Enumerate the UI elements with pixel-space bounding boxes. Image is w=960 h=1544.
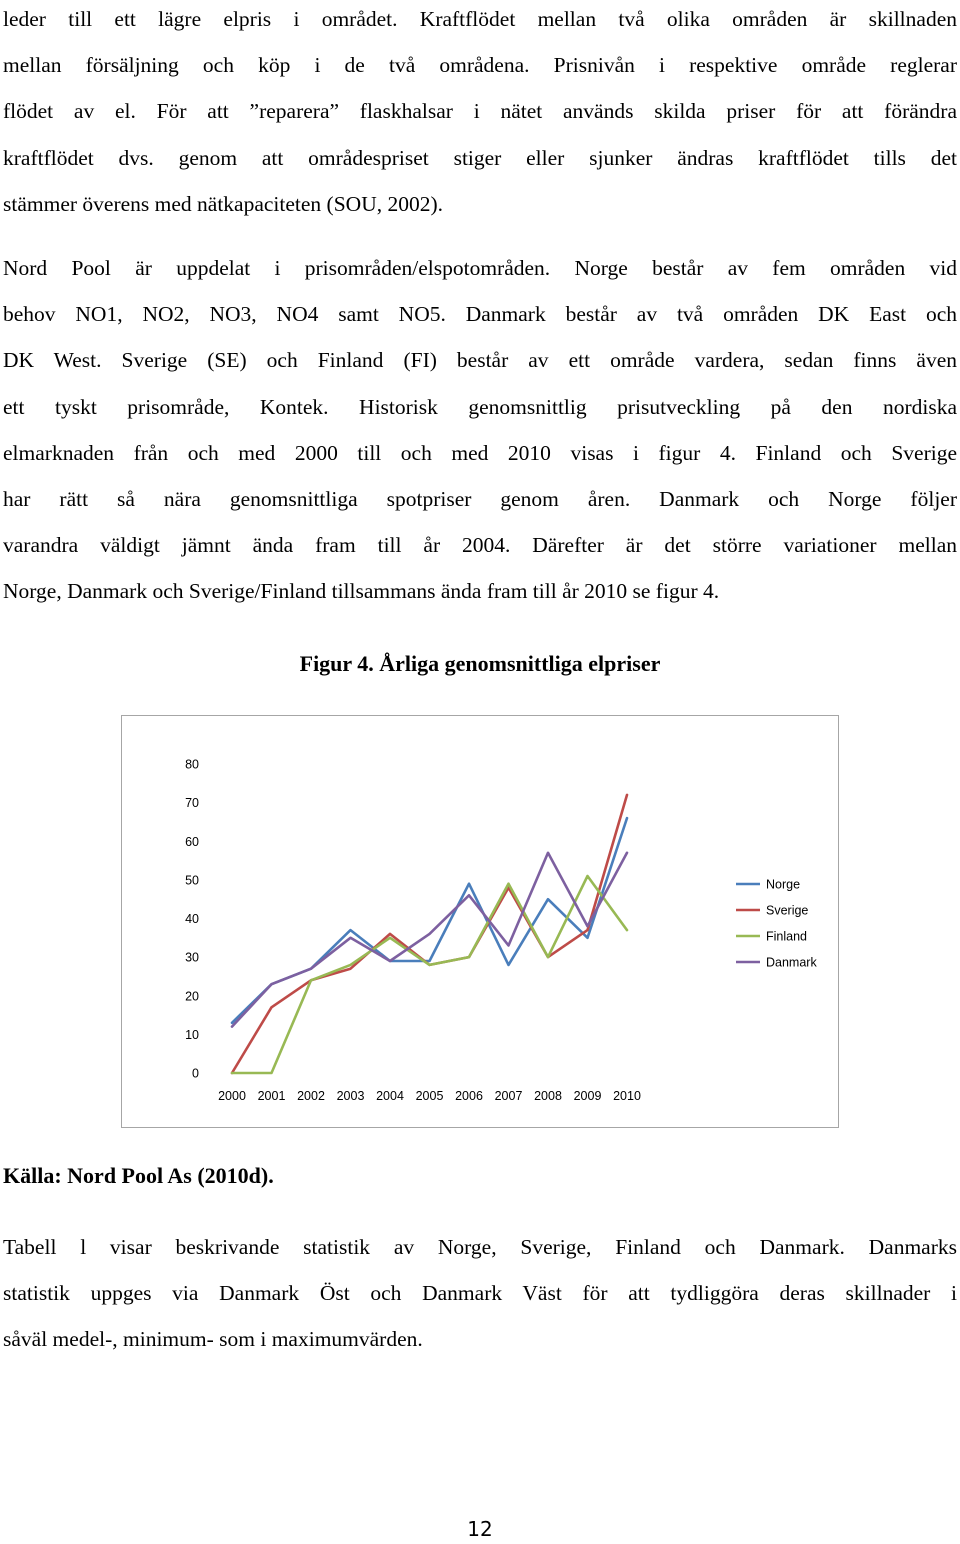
text-line: stämmer överens med nätkapaciteten (SOU, 2002). <box>3 191 444 216</box>
x-tick-label: 2003 <box>336 1089 365 1103</box>
text-line: har rätt så nära genomsnittliga spotpriser genom åren. Danmark och Norge följer <box>3 486 957 511</box>
text-line: såväl medel-, minimum- som i maximumvärden. <box>3 1327 423 1352</box>
y-tick-label: 60 <box>185 834 199 849</box>
page-number: 12 <box>467 1517 493 1541</box>
text-line: behov NO1, NO2, NO3, NO4 samt NO5. Danmark består av två områden DK East och <box>3 302 957 327</box>
legend-label: Finland <box>766 929 807 944</box>
x-tick-label: 2010 <box>613 1089 641 1103</box>
series-line-norge <box>232 818 627 1023</box>
text-line: statistik uppges via Danmark Öst och Danmark Väst för att tydliggöra deras skillnader i <box>3 1281 957 1306</box>
y-tick-label: 30 <box>185 950 199 965</box>
y-tick-label: 70 <box>185 796 199 811</box>
text-line: Tabell l visar beskrivande statistik av Norge, Sverige, Finland och Danmark. Danmarks <box>3 1235 957 1259</box>
text-line: flödet av el. För att ”reparera” flaskhalsar i nätet används skilda priser för att förändra <box>3 99 957 124</box>
legend-label: Danmark <box>766 955 817 970</box>
series-line-finland <box>232 876 627 1073</box>
y-tick-label: 80 <box>185 757 199 772</box>
x-tick-label: 2004 <box>376 1089 404 1103</box>
y-tick-label: 50 <box>185 873 199 888</box>
text-line: elmarknaden från och med 2000 till och med 2010 visas i figur 4. Finland och Sverige <box>3 440 957 465</box>
text-line: mellan försäljning och köp i de två områdena. Prisnivån i respektive område reglerar <box>3 53 957 78</box>
text-line: DK West. Sverige (SE) och Finland (FI) består av ett område vardera, sedan finns även <box>3 348 957 373</box>
x-tick-label: 2005 <box>415 1089 444 1103</box>
x-tick-label: 2001 <box>257 1089 286 1103</box>
text-line: Nord Pool är uppdelat i prisområden/elspotområden. Norge består av fem områden vid <box>3 256 957 280</box>
text-line: ett tyskt prisområde, Kontek. Historisk genomsnittlig prisutveckling på den nordiska <box>3 394 957 419</box>
x-tick-label: 2007 <box>494 1089 523 1103</box>
text-line: varandra väldigt jämnt ända fram till år 2004. Därefter är det större variationer mellan <box>3 533 957 558</box>
paragraph-2 <box>3 245 957 615</box>
x-tick-label: 2006 <box>455 1089 483 1103</box>
text-line: Norge, Danmark och Sverige/Finland tillsammans ända fram till år 2010 se figur 4. <box>3 579 720 604</box>
series-line-danmark <box>232 853 627 1027</box>
line-chart <box>121 715 839 1128</box>
text-line: kraftflödet dvs. genom att områdespriset stiger eller sjunker ändras kraftflödet tills det <box>3 145 957 170</box>
y-tick-label: 40 <box>185 912 199 926</box>
x-tick-label: 2000 <box>218 1089 246 1103</box>
figure-source: Källa: Nord Pool As (2010d). <box>3 1163 274 1188</box>
x-tick-label: 2002 <box>297 1089 325 1103</box>
x-tick-label: 2008 <box>534 1089 562 1103</box>
text-line: leder till ett lägre elpris i området. Kraftflödet mellan två olika områden är skillnaden <box>3 7 957 31</box>
legend-label: Sverige <box>766 903 809 918</box>
legend-label: Norge <box>766 877 801 892</box>
figure-title: Figur 4. Årliga genomsnittliga elpriser <box>299 651 661 676</box>
paragraph-1 <box>3 0 957 227</box>
y-tick-label: 20 <box>185 989 199 1004</box>
x-tick-label: 2009 <box>573 1089 602 1103</box>
y-tick-label: 0 <box>192 1066 199 1081</box>
y-tick-label: 10 <box>185 1027 199 1042</box>
chart-svg <box>122 716 838 1127</box>
paragraph-3 <box>3 1224 957 1363</box>
